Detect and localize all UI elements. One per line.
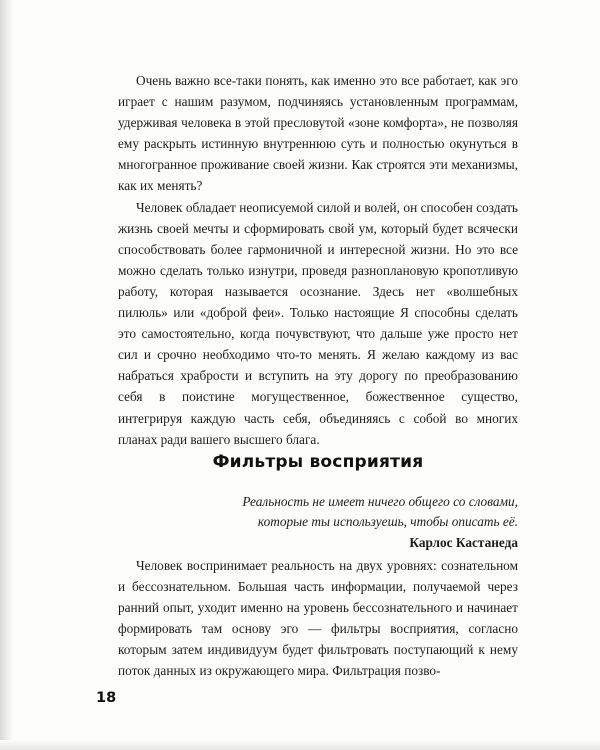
section-heading: Фильтры восприятия — [212, 452, 424, 472]
paragraph: Человек воспринимает реальность на двух уровнях: сознательном и бессознательном. Большая часть информации, получаемой через ранний опыт, уходит именно на уровень бессознательного и начинает формировать там основу эго — фильтры восприятия, согласно которым затем индивидуум будет фильтровать поступающий к нему поток данных из окружающего мира. Фильтрация позво- — [118, 558, 518, 679]
epigraph-quote-line: которые ты используешь, чтобы описать её. — [257, 514, 518, 529]
page-number: 18 — [96, 690, 117, 706]
page-binding-shadow — [0, 0, 14, 750]
section-1-body — [118, 70, 518, 450]
epigraph-author: Карлос Кастанеда — [409, 535, 518, 550]
section-2-body — [118, 555, 518, 682]
page-bottom-shadow — [0, 740, 600, 750]
epigraph-quote-line: Реальность не имеет ничего общего со словами, — [242, 494, 518, 509]
paragraph: Очень важно все-таки понять, как именно это все работает, как эго играет с нашим разумом, подчиняясь установленным программам, удерживая человека в этой пресловутой «зоне комфорта», не позволяя ему раскрыть истинную внутреннюю суть и полностью окунуться в многогранное проживание своей жизни. Как строятся эти механизмы, как их менять? — [118, 73, 518, 194]
epigraph — [118, 492, 518, 553]
paragraph: Человек обладает неописуемой силой и волей, он способен создать жизнь своей мечты и сформировать свой ум, который будет всячески способствовать более гармоничной и интересной жизни. Но это все можно сделать только изнутри, проведя разноплановую кропотливую работу, которая называется осознание. Здесь нет «волшебных пилюль» или «доброй феи». Только настоящие Я способны сделать это самостоятельно, когда почувствуют, что дальше уже просто нет сил и срочно необходимо что-то менять. Я желаю каждому из вас набраться храбрости и вступить на эту дорогу по преобразованию себя в поистине могущественное, божественное существо, интегрируя каждую часть себя, объединяясь с собой во многих планах ради вашего высшего блага. — [118, 199, 518, 447]
